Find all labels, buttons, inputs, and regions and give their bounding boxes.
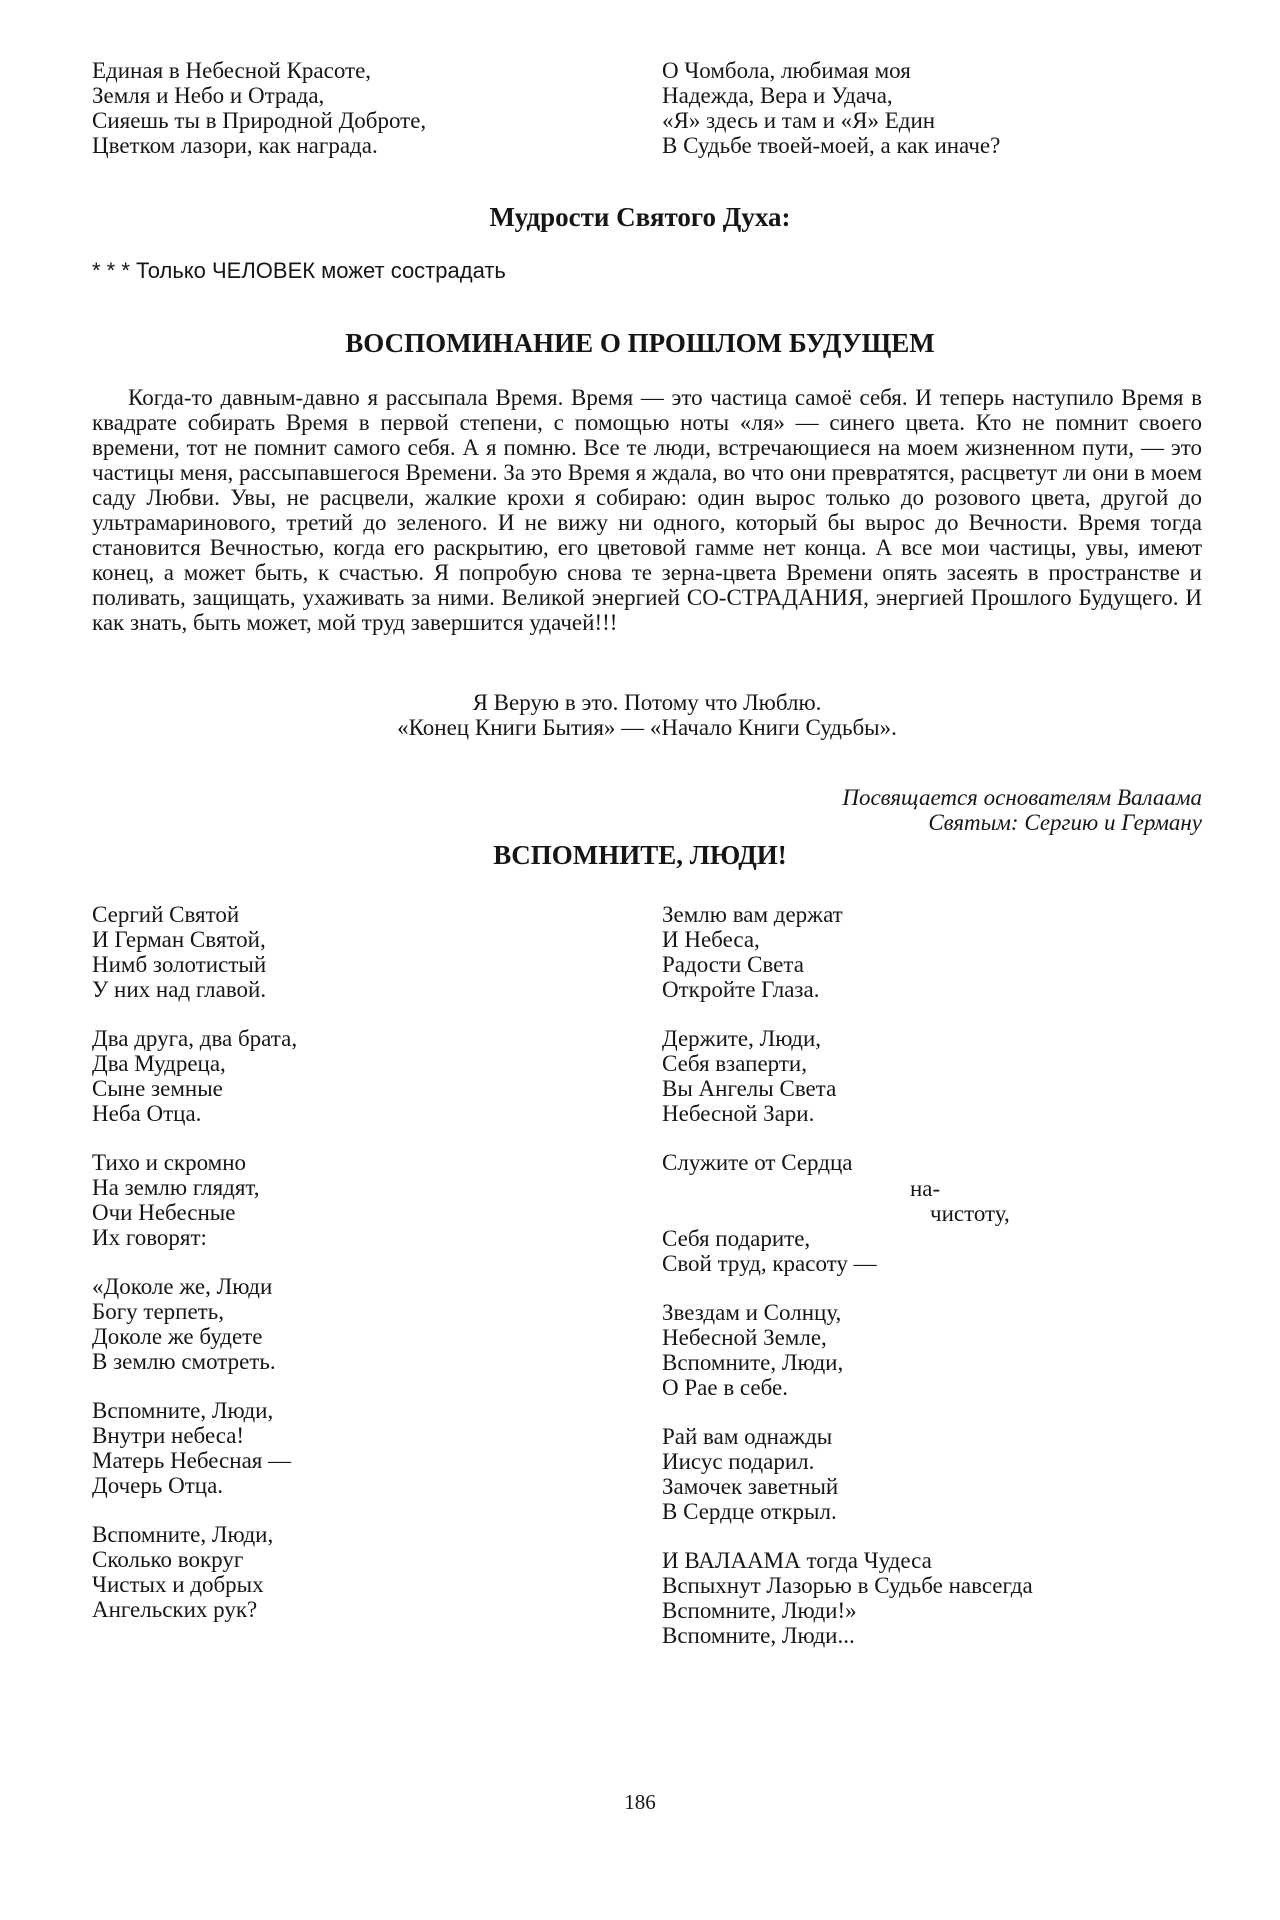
poem-right-stanza-1: Землю вам держат И Небеса, Радости Света Откройте Глаза.	[662, 902, 843, 1002]
page-number: 186	[624, 1790, 656, 1814]
poem-right-serve-end: чистоту,	[930, 1201, 1010, 1226]
wisdom-line: * * * Только ЧЕЛОВЕК может сострадать	[92, 258, 506, 283]
dedication-line-2: Святым: Сергию и Герману	[928, 810, 1202, 835]
memory-text: Когда-то давным-давно я рассыпала Время. Время — это частица самоё себя. И теперь наступило Время в квадрате собирать Время в первой степени, с помощью ноты «ля» — синего цвета. Кто не помнит своего времени, тот не помнит самого себя. А я помню. Все те люди, встречающиеся на моем жизненном пути, — это частицы меня, рассыпавшегося Времени. За это Время я ждала, во что они превратятся, расцветут ли они в моем саду Любви. Увы, не расцвели, жалкие крохи я собираю: один вырос только до розового цвета, другой до ультрамаринового, третий до зеленого. И не вижу ни одного, который бы вырос до Вечности. Время тогда становится Вечностью, когда его раскрытию, его цветовой гамме нет конца. А все мои частицы, увы, имеют конец, а может быть, к счастью. Я попробую снова те зерна-цвета Времени опять засеять в пространстве и поливать, защищать, ухаживать за ними. Великой энергией СО-СТРАДАНИЯ, энергией Прошлого Будущего. И как знать, быть может, мой труд завершится удачей!!!	[92, 385, 1202, 635]
top-poem-right: О Чомбола, любимая моя Надежда, Вера и Удача, «Я» здесь и там и «Я» Един В Судьбе твоей-моей, а как иначе?	[662, 58, 1001, 158]
poem-right-stanza-6: И ВАЛААМА тогда Чудеса Вспыхнут Лазорью в Судьбе навсегда Вспомните, Люди!» Вспомните, Люди...	[662, 1548, 1033, 1648]
top-poem-left: Единая в Небесной Красоте, Земля и Небо и Отрада, Сияешь ты в Природной Доброте, Цветком лазори, как награда.	[92, 58, 427, 158]
poem-title: ВСПОМНИТЕ, ЛЮДИ!	[493, 840, 787, 870]
poem-left-stanza-5: Вспомните, Люди, Внутри небеса! Матерь Небесная — Дочерь Отца.	[92, 1398, 292, 1498]
poem-right-stanza-2: Держите, Люди, Себя взаперти, Вы Ангелы Света Небесной Зари.	[662, 1026, 837, 1126]
dedication-line-1: Посвящается основателям Валаама	[842, 785, 1202, 810]
memory-closing-1: Я Верую в это. Потому что Люблю.	[472, 690, 822, 715]
poem-right-serve-line: Служите от Сердца	[662, 1150, 853, 1175]
poem-right-stanza-3-rest: Себя подарите, Свой труд, красоту —	[662, 1226, 877, 1276]
memory-closing-2: «Конец Книги Бытия» — «Начало Книги Судьбы».	[397, 715, 897, 740]
poem-right-stanza-4: Звездам и Солнцу, Небесной Земле, Вспомните, Люди, О Рае в себе.	[662, 1300, 844, 1400]
poem-left-stanza-4: «Доколе же, Люди Богу терпеть, Доколе же будете В землю смотреть.	[92, 1274, 276, 1374]
memory-title: ВОСПОМИНАНИЕ О ПРОШЛОМ БУДУЩЕМ	[345, 328, 935, 358]
poem-right-serve-hyphen: на-	[910, 1176, 941, 1201]
poem-right-stanza-5: Рай вам однажды Иисус подарил. Замочек заветный В Сердце открыл.	[662, 1424, 839, 1524]
poem-left-stanza-6: Вспомните, Люди, Сколько вокруг Чистых и добрых Ангельских рук?	[92, 1522, 274, 1622]
wisdom-heading: Мудрости Святого Духа:	[489, 202, 791, 232]
poem-left-stanza-3: Тихо и скромно На землю глядят, Очи Небесные Их говорят:	[92, 1150, 260, 1250]
poem-left-stanza-2: Два друга, два брата, Два Мудреца, Сыне земные Неба Отца.	[92, 1026, 298, 1126]
poem-left-stanza-1: Сергий Святой И Герман Святой, Нимб золотистый У них над главой.	[92, 902, 267, 1002]
